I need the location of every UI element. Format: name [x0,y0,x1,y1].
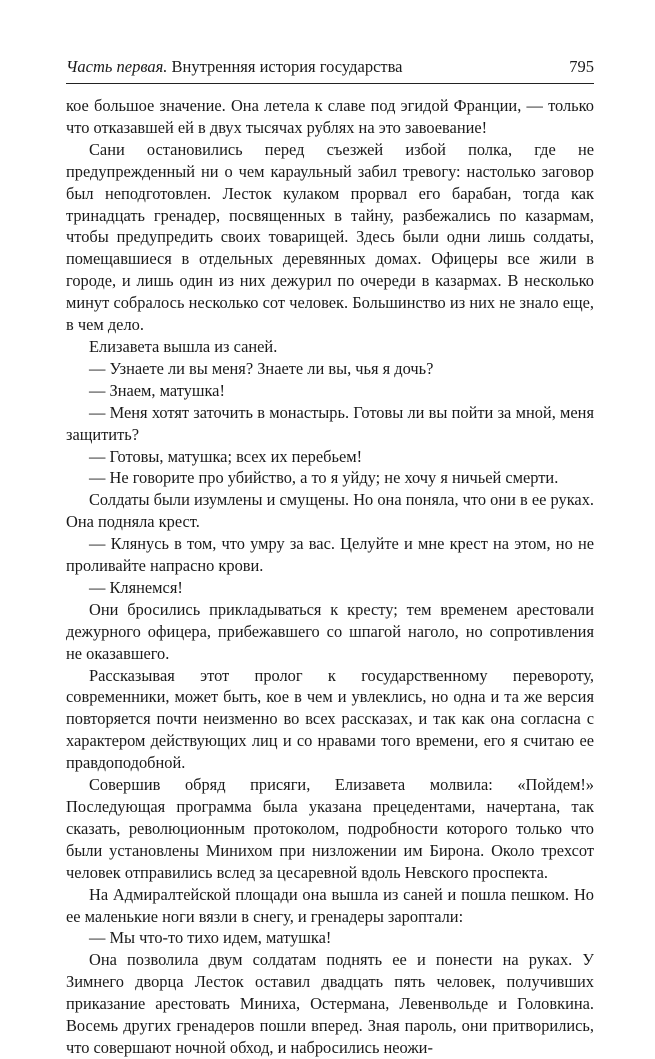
dialogue-line: — Клянемся! [89,577,183,597]
dialogue-line: — Меня хотят заточить в монастырь. Готовы ли вы пойти за мной, меня защитить? [66,402,594,444]
part-label: Часть первая. [66,57,168,76]
dialogue-line: — Мы что-то тихо идем, матушка! [89,928,332,948]
dialogue-line: — Готовы, матушка; всех их перебьем! [89,446,363,466]
paragraph: Рассказывая этот пролог к государственному перевороту, современники, может быть, кое в чем и увлеклись, но одна и та же версия повторяется почти неизменно во всех рассказах, и так как она согласна с характером действующих лиц и со нравами того времени, его я считаю ее правдоподобной. [66,665,594,773]
paragraph: Она позволила двум солдатам поднять ее и понести на руках. У Зимнего дворца Лесток оставил двадцать пять человек, получивших приказание арестовать Миниха, Остермана, Левенвольде и Головкина. Восемь других гренадеров пошли вперед. Зная пароль, они притворились, что совершают ночной обход, и набросились неожи- [66,950,594,1057]
paragraph: Елизавета вышла из саней. [89,336,278,356]
paragraph: Сани остановились перед съезжей избой полка, где не предупрежденный ни о чем караульный забил тревогу: настолько заговор был неподготовлен. Лесток кулаком прорвал его барабан, тогда как тринадцать гренадер, посвященных в тайну, разбежались по казармам, чтобы предупредить своих товарищей. Здесь были одни лишь солдаты, помещавшиеся в отдельных деревянных домах. Офицеры все жили в городе, и лишь один из них дежурил по очереди в казармах. В несколько минут собралось несколько сот человек. Большинство из них не знало еще, в чем дело. [66,139,594,335]
paragraph: На Адмиралтейской площади она вышла из саней и пошла пешком. Но ее маленькие ноги вязли в снегу, и гренадеры зароптали: [66,884,594,926]
text-body [66,95,594,1059]
header-rule [66,83,594,84]
running-header [66,56,594,80]
chapter-title: Внутренняя история государства [171,57,403,76]
paragraph: Совершив обряд присяги, Елизавета молвила: «Пойдем!» Последующая программа была указана прецедентами, начертана, так сказать, революционным протоколом, подробности которого только что были установлены Минихом при низложении им Бирона. Около трехсот человек отправились вслед за цесаревной вдоль Невского проспекта. [66,775,594,882]
paragraph: кое большое значение. Она летела к славе под эгидой Франции, — только что отказавшей ей в двух тысячах рублях на это завоевание! [66,96,594,137]
page-number: 795 [569,57,594,76]
paragraph: Они бросились прикладываться к кресту; тем временем арестовали дежурного офицера, прибежавшего со шпагой наголо, но сопротивления не оказавшего. [66,599,594,663]
dialogue-line: — Узнаете ли вы меня? Знаете ли вы, чья я дочь? [89,358,434,378]
dialogue-line: — Не говорите про убийство, а то я уйду; не хочу я ничьей смерти. [89,468,559,488]
paragraph: Солдаты были изумлены и смущены. Но она поняла, что они в ее руках. Она подняла крест. [66,490,594,532]
dialogue-line: — Клянусь в том, что умру за вас. Целуйте и мне крест на этом, но не проливайте напрасно крови. [66,534,594,576]
dialogue-line: — Знаем, матушка! [89,380,225,400]
running-title [66,56,403,78]
